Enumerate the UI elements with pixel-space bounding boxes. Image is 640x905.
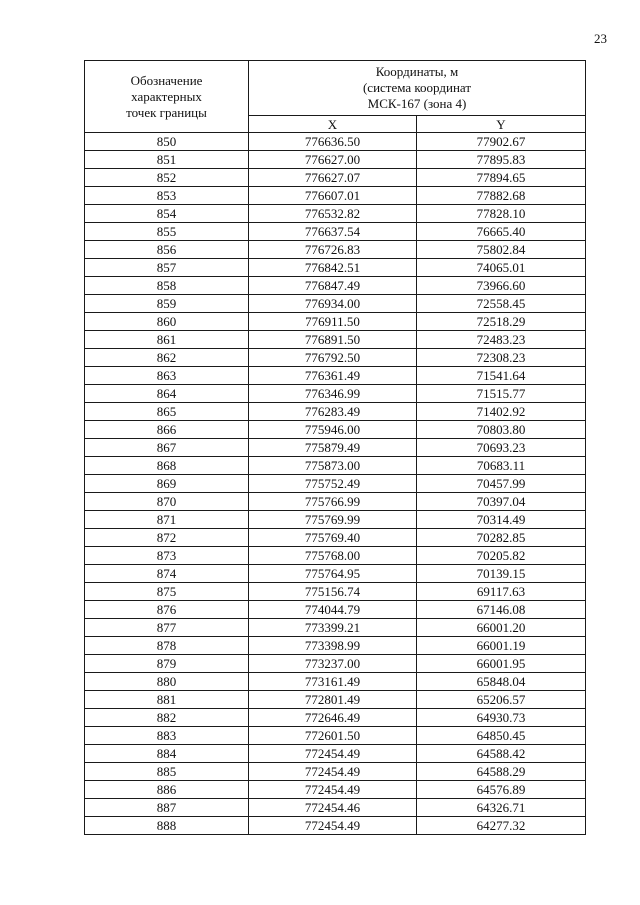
- table-row: [85, 223, 586, 241]
- y-coordinate-cell: 64850.45: [417, 727, 586, 745]
- x-coordinate-cell: 772454.49: [249, 745, 417, 763]
- point-cell: 872: [85, 529, 249, 547]
- table-row: [85, 439, 586, 457]
- point-cell: 886: [85, 781, 249, 799]
- table-row: [85, 709, 586, 727]
- y-coordinate-cell: 66001.95: [417, 655, 586, 673]
- point-cell: 881: [85, 691, 249, 709]
- table-row: [85, 781, 586, 799]
- table-row: [85, 169, 586, 187]
- y-coordinate-cell: 70457.99: [417, 475, 586, 493]
- point-cell: 862: [85, 349, 249, 367]
- x-coordinate-cell: 772646.49: [249, 709, 417, 727]
- coords-header-line-3: МСК-167 (зона 4): [367, 96, 467, 111]
- y-coordinate-cell: 64930.73: [417, 709, 586, 727]
- x-coordinate-cell: 772454.49: [249, 781, 417, 799]
- x-coordinate-cell: 775769.99: [249, 511, 417, 529]
- point-cell: 885: [85, 763, 249, 781]
- y-coordinate-cell: 67146.08: [417, 601, 586, 619]
- point-cell: 877: [85, 619, 249, 637]
- x-coordinate-cell: 772454.49: [249, 763, 417, 781]
- table-row: [85, 259, 586, 277]
- x-coordinate-cell: 776627.07: [249, 169, 417, 187]
- point-cell: 883: [85, 727, 249, 745]
- table-row: [85, 385, 586, 403]
- y-coordinate-cell: 66001.20: [417, 619, 586, 637]
- point-cell: 859: [85, 295, 249, 313]
- y-coordinate-cell: 71541.64: [417, 367, 586, 385]
- table-row: [85, 565, 586, 583]
- point-cell: 869: [85, 475, 249, 493]
- table-row: [85, 727, 586, 745]
- y-coordinate-cell: 76665.40: [417, 223, 586, 241]
- x-coordinate-cell: 773399.21: [249, 619, 417, 637]
- y-coordinate-cell: 77902.67: [417, 133, 586, 151]
- x-coordinate-cell: 772454.46: [249, 799, 417, 817]
- y-coordinate-cell: 65848.04: [417, 673, 586, 691]
- x-coordinate-cell: 776637.54: [249, 223, 417, 241]
- x-coordinate-cell: 775766.99: [249, 493, 417, 511]
- y-coordinate-cell: 70282.85: [417, 529, 586, 547]
- table-row: [85, 583, 586, 601]
- point-cell: 870: [85, 493, 249, 511]
- table-row: [85, 817, 586, 835]
- point-cell: 867: [85, 439, 249, 457]
- point-header-line-1: Обозначение: [130, 72, 203, 88]
- x-coordinate-cell: 775768.00: [249, 547, 417, 565]
- y-coordinate-cell: 72518.29: [417, 313, 586, 331]
- table-row: [85, 187, 586, 205]
- point-cell: 863: [85, 367, 249, 385]
- table-row: [85, 313, 586, 331]
- y-coordinate-cell: 72558.45: [417, 295, 586, 313]
- x-coordinate-cell: 775752.49: [249, 475, 417, 493]
- table-row: [85, 241, 586, 259]
- table-row: [85, 763, 586, 781]
- x-coordinate-cell: 772454.49: [249, 817, 417, 835]
- point-cell: 857: [85, 259, 249, 277]
- table-row: [85, 637, 586, 655]
- x-coordinate-cell: 772801.49: [249, 691, 417, 709]
- y-coordinate-cell: 77828.10: [417, 205, 586, 223]
- y-coordinate-cell: 65206.57: [417, 691, 586, 709]
- point-cell: 861: [85, 331, 249, 349]
- table-row: [85, 331, 586, 349]
- coordinates-group-header: [249, 61, 586, 116]
- point-cell: 875: [85, 583, 249, 601]
- point-cell: 865: [85, 403, 249, 421]
- point-cell: 882: [85, 709, 249, 727]
- y-coordinate-cell: 64588.29: [417, 763, 586, 781]
- x-coordinate-cell: 775946.00: [249, 421, 417, 439]
- x-coordinate-cell: 775764.95: [249, 565, 417, 583]
- point-cell: 887: [85, 799, 249, 817]
- y-coordinate-cell: 70693.23: [417, 439, 586, 457]
- y-coordinate-cell: 72483.23: [417, 331, 586, 349]
- point-cell: 850: [85, 133, 249, 151]
- table-row: [85, 511, 586, 529]
- point-cell: 858: [85, 277, 249, 295]
- y-coordinate-cell: 64326.71: [417, 799, 586, 817]
- point-cell: 880: [85, 673, 249, 691]
- point-cell: 864: [85, 385, 249, 403]
- table-row: [85, 529, 586, 547]
- table-row: [85, 493, 586, 511]
- table-row: [85, 403, 586, 421]
- point-cell: 888: [85, 817, 249, 835]
- x-coordinate-cell: 776346.99: [249, 385, 417, 403]
- x-coordinate-cell: 775769.40: [249, 529, 417, 547]
- point-header-line-2: характерных: [131, 88, 202, 104]
- x-coordinate-cell: 776891.50: [249, 331, 417, 349]
- y-coordinate-cell: 70139.15: [417, 565, 586, 583]
- y-coordinate-cell: 70683.11: [417, 457, 586, 475]
- point-cell: 866: [85, 421, 249, 439]
- table-row: [85, 547, 586, 565]
- point-header-line-3: точек границы: [126, 104, 207, 120]
- point-cell: 878: [85, 637, 249, 655]
- x-coordinate-cell: 776842.51: [249, 259, 417, 277]
- point-cell: 873: [85, 547, 249, 565]
- y-coordinate-cell: 77882.68: [417, 187, 586, 205]
- point-designation-header: [85, 61, 249, 133]
- y-column-header: Y: [417, 116, 586, 133]
- y-coordinate-cell: 64277.32: [417, 817, 586, 835]
- point-cell: 876: [85, 601, 249, 619]
- y-coordinate-cell: 74065.01: [417, 259, 586, 277]
- point-cell: 854: [85, 205, 249, 223]
- y-coordinate-cell: 66001.19: [417, 637, 586, 655]
- table-row: [85, 745, 586, 763]
- x-coordinate-cell: 775156.74: [249, 583, 417, 601]
- table-row: [85, 457, 586, 475]
- y-coordinate-cell: 70803.80: [417, 421, 586, 439]
- x-coordinate-cell: 776361.49: [249, 367, 417, 385]
- y-coordinate-cell: 70314.49: [417, 511, 586, 529]
- y-coordinate-cell: 72308.23: [417, 349, 586, 367]
- y-coordinate-cell: 71515.77: [417, 385, 586, 403]
- x-coordinate-cell: 776283.49: [249, 403, 417, 421]
- table-row: [85, 799, 586, 817]
- point-cell: 860: [85, 313, 249, 331]
- x-coordinate-cell: 776792.50: [249, 349, 417, 367]
- y-coordinate-cell: 64588.42: [417, 745, 586, 763]
- table-row: [85, 295, 586, 313]
- x-coordinate-cell: 776627.00: [249, 151, 417, 169]
- y-coordinate-cell: 77894.65: [417, 169, 586, 187]
- table-row: [85, 601, 586, 619]
- x-coordinate-cell: 776607.01: [249, 187, 417, 205]
- x-coordinate-cell: 776532.82: [249, 205, 417, 223]
- x-coordinate-cell: 775873.00: [249, 457, 417, 475]
- table-row: [85, 655, 586, 673]
- x-coordinate-cell: 773161.49: [249, 673, 417, 691]
- table-row: [85, 619, 586, 637]
- y-coordinate-cell: 70397.04: [417, 493, 586, 511]
- x-coordinate-cell: 776726.83: [249, 241, 417, 259]
- table-row: [85, 475, 586, 493]
- point-cell: 879: [85, 655, 249, 673]
- table-row: [85, 367, 586, 385]
- table-row: [85, 133, 586, 151]
- y-coordinate-cell: 73966.60: [417, 277, 586, 295]
- y-coordinate-cell: 70205.82: [417, 547, 586, 565]
- x-coordinate-cell: 776847.49: [249, 277, 417, 295]
- point-cell: 884: [85, 745, 249, 763]
- coords-header-line-2: (система координат: [362, 80, 472, 95]
- point-cell: 856: [85, 241, 249, 259]
- table-row: [85, 151, 586, 169]
- table-row: [85, 205, 586, 223]
- coords-header-line-1: Координаты, м: [375, 64, 459, 79]
- table-row: [85, 691, 586, 709]
- y-coordinate-cell: 71402.92: [417, 403, 586, 421]
- x-column-header: X: [249, 116, 417, 133]
- table-row: [85, 277, 586, 295]
- y-coordinate-cell: 75802.84: [417, 241, 586, 259]
- table-row: [85, 421, 586, 439]
- x-coordinate-cell: 775879.49: [249, 439, 417, 457]
- table-header: [85, 61, 586, 133]
- x-coordinate-cell: 776636.50: [249, 133, 417, 151]
- page-number: 23: [594, 31, 607, 46]
- x-coordinate-cell: 773237.00: [249, 655, 417, 673]
- point-cell: 851: [85, 151, 249, 169]
- x-coordinate-cell: 776934.00: [249, 295, 417, 313]
- coordinates-table: [84, 60, 586, 835]
- y-coordinate-cell: 64576.89: [417, 781, 586, 799]
- point-cell: 855: [85, 223, 249, 241]
- table-body: [85, 133, 586, 835]
- x-coordinate-cell: 774044.79: [249, 601, 417, 619]
- table-row: [85, 349, 586, 367]
- point-cell: 868: [85, 457, 249, 475]
- point-cell: 852: [85, 169, 249, 187]
- x-coordinate-cell: 776911.50: [249, 313, 417, 331]
- point-cell: 874: [85, 565, 249, 583]
- table-row: [85, 673, 586, 691]
- y-coordinate-cell: 77895.83: [417, 151, 586, 169]
- point-cell: 871: [85, 511, 249, 529]
- x-coordinate-cell: 772601.50: [249, 727, 417, 745]
- x-coordinate-cell: 773398.99: [249, 637, 417, 655]
- point-cell: 853: [85, 187, 249, 205]
- y-coordinate-cell: 69117.63: [417, 583, 586, 601]
